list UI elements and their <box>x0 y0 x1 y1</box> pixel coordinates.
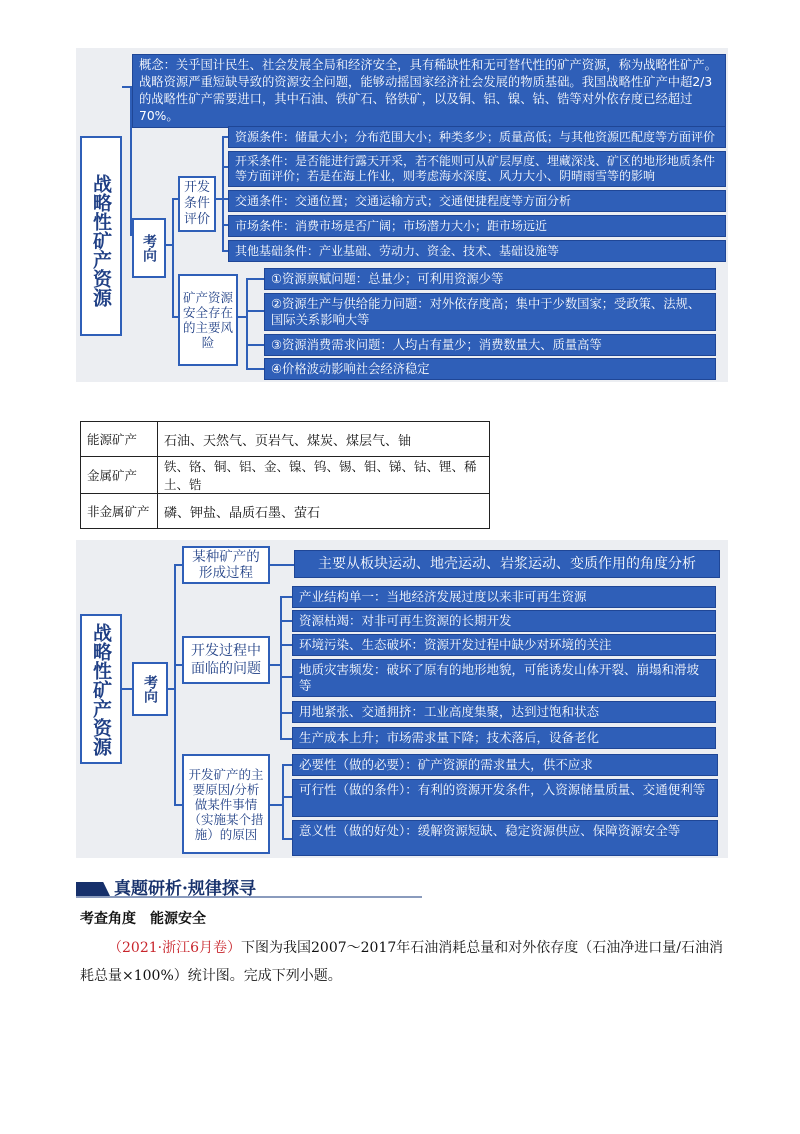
table-row <box>81 494 490 529</box>
mindmap-2-root <box>80 614 122 764</box>
section-title: 真题研析·规律探寻 <box>114 879 256 899</box>
branch-2-item-3: ③资源消费需求问题：人均占有量少；消费数量大、质量高等 <box>264 334 716 356</box>
m2-branch-3-item-3: 意义性（做的好处）：缓解资源短缺、稳定资源供应、保障资源安全等 <box>292 820 718 856</box>
concept-text: 概念：关乎国计民生、社会发展全局和经济安全，具有稀缺性和无可替代性的矿产资源，称为战略性矿产。战略资源严重短缺导致的资源安全问题，能够动摇国家经济社会发展的物质基础。我国战略性矿产中超2/3的战略性矿产需要进口，其中石油、铁矿石、铬铁矿，以及铜、铝、镍、钴、锆等对外依存度已经超过70%。 <box>139 58 717 123</box>
branch-1-item-5: 其他基础条件：产业基础、劳动力、资金、技术、基础设施等 <box>228 240 726 262</box>
question-source: （2021·浙江6月卷） <box>108 940 241 956</box>
branch-2-item-2: ②资源生产与供给能力问题：对外依存度高；集中于少数国家；受政策、法规、国际关系影响大等 <box>264 293 716 331</box>
branch-1-item-3: 交通条件：交通位置；交通运输方式；交通便捷程度等方面分析 <box>228 190 726 212</box>
m2-branch-3-label-box <box>182 754 270 854</box>
table-head-cell: 能源矿产 <box>81 422 158 457</box>
table-row <box>81 422 490 457</box>
mindmap-1-kaoxiang-label: 考向 <box>141 234 157 262</box>
m2-branch-1-label: 某种矿产的形成过程 <box>192 549 260 581</box>
mindmap-2 <box>76 540 728 858</box>
mindmap-2-kaoxiang <box>132 662 168 716</box>
question-angle: 考查角度 能源安全 <box>80 911 206 927</box>
m2-branch-2-item-2: 资源枯竭：对非可再生资源的长期开发 <box>292 610 716 632</box>
m2-branch-3-label: 开发矿产的主要原因/分析做某件事情（实施某个措施）的原因 <box>188 766 264 842</box>
branch-1-item-1: 资源条件：储量大小；分布范围大小；种类多少；质量高低；与其他资源匹配度等方面评价 <box>228 126 726 148</box>
table-row <box>81 457 490 494</box>
concept-box <box>132 54 726 128</box>
mindmap-2-root-label: 战略性矿产资源 <box>90 622 112 756</box>
branch-2-item-1: ①资源禀赋问题：总量少；可利用资源少等 <box>264 268 716 290</box>
section-bar-icon <box>76 882 110 896</box>
section-header <box>76 872 422 900</box>
mindmap-1-root-label: 战略性矿产资源 <box>90 173 112 307</box>
m2-branch-3-item-1: 必要性（做的必要）：矿产资源的需求量大，供不应求 <box>292 754 718 776</box>
mindmap-1-kaoxiang <box>132 218 166 278</box>
m2-branch-2-label: 开发过程中面临的问题 <box>191 643 261 677</box>
minerals-table <box>80 421 490 529</box>
table-cell: 磷、钾盐、晶质石墨、萤石 <box>158 494 490 529</box>
mindmap-1 <box>76 48 728 382</box>
table-head-cell: 金属矿产 <box>81 457 158 494</box>
m2-branch-2-label-box <box>182 636 270 684</box>
m2-branch-2-item-1: 产业结构单一：当地经济发展过度以来非可再生资源 <box>292 586 716 608</box>
m2-branch-2-item-3: 环境污染、生态破坏：资源开发过程中缺少对环境的关注 <box>292 634 716 656</box>
question-body: 下图为我国2007～2017年石油消耗总量和对外依存度（石油净进口量/石油消耗总量×100%）统计图。完成下列小题。 <box>80 940 723 984</box>
m2-branch-2-item-5: 用地紧张、交通拥挤：工业高度集聚，达到过饱和状态 <box>292 701 716 723</box>
branch-1-item-4: 市场条件：消费市场是否广阔；市场潜力大小；距市场远近 <box>228 215 726 237</box>
branch-2-label: 矿产资源安全存在的主要风险 <box>183 290 234 350</box>
branch-2-label-box <box>178 274 238 366</box>
m2-branch-3-item-2: 可行性（做的条件）：有利的资源开发条件，入资源储量质量、交通便利等 <box>292 779 718 817</box>
mindmap-1-root <box>80 136 122 336</box>
m2-branch-1-item: 主要从板块运动、地壳运动、岩浆运动、变质作用的角度分析 <box>294 550 720 578</box>
table-head-cell: 非金属矿产 <box>81 494 158 529</box>
m2-branch-2-item-4: 地质灾害频发：破坏了原有的地形地貌，可能诱发山体开裂、崩塌和滑坡等 <box>292 659 716 697</box>
table-cell: 石油、天然气、页岩气、煤炭、煤层气、铀 <box>158 422 490 457</box>
branch-1-item-2: 开采条件：是否能进行露天开采，若不能则可从矿层厚度、埋藏深浅、矿区的地形地质条件等方面评价；若是在海上作业，则考虑海水深度、风力大小、阴晴雨雪等的影响 <box>228 151 726 187</box>
table-cell: 铁、铬、铜、铝、金、镍、钨、锡、钼、锑、钴、锂、稀土、锆 <box>158 457 490 494</box>
branch-1-label: 开发条件评价 <box>183 180 210 227</box>
question-text <box>80 934 730 990</box>
mindmap-2-kaoxiang-label: 考向 <box>142 675 158 703</box>
m2-branch-2-item-6: 生产成本上升；市场需求量下降；技术落后，设备老化 <box>292 727 716 749</box>
m2-branch-1-label-box <box>182 546 270 584</box>
branch-2-item-4: ④价格波动影响社会经济稳定 <box>264 358 716 380</box>
branch-1-label-box <box>178 176 216 232</box>
